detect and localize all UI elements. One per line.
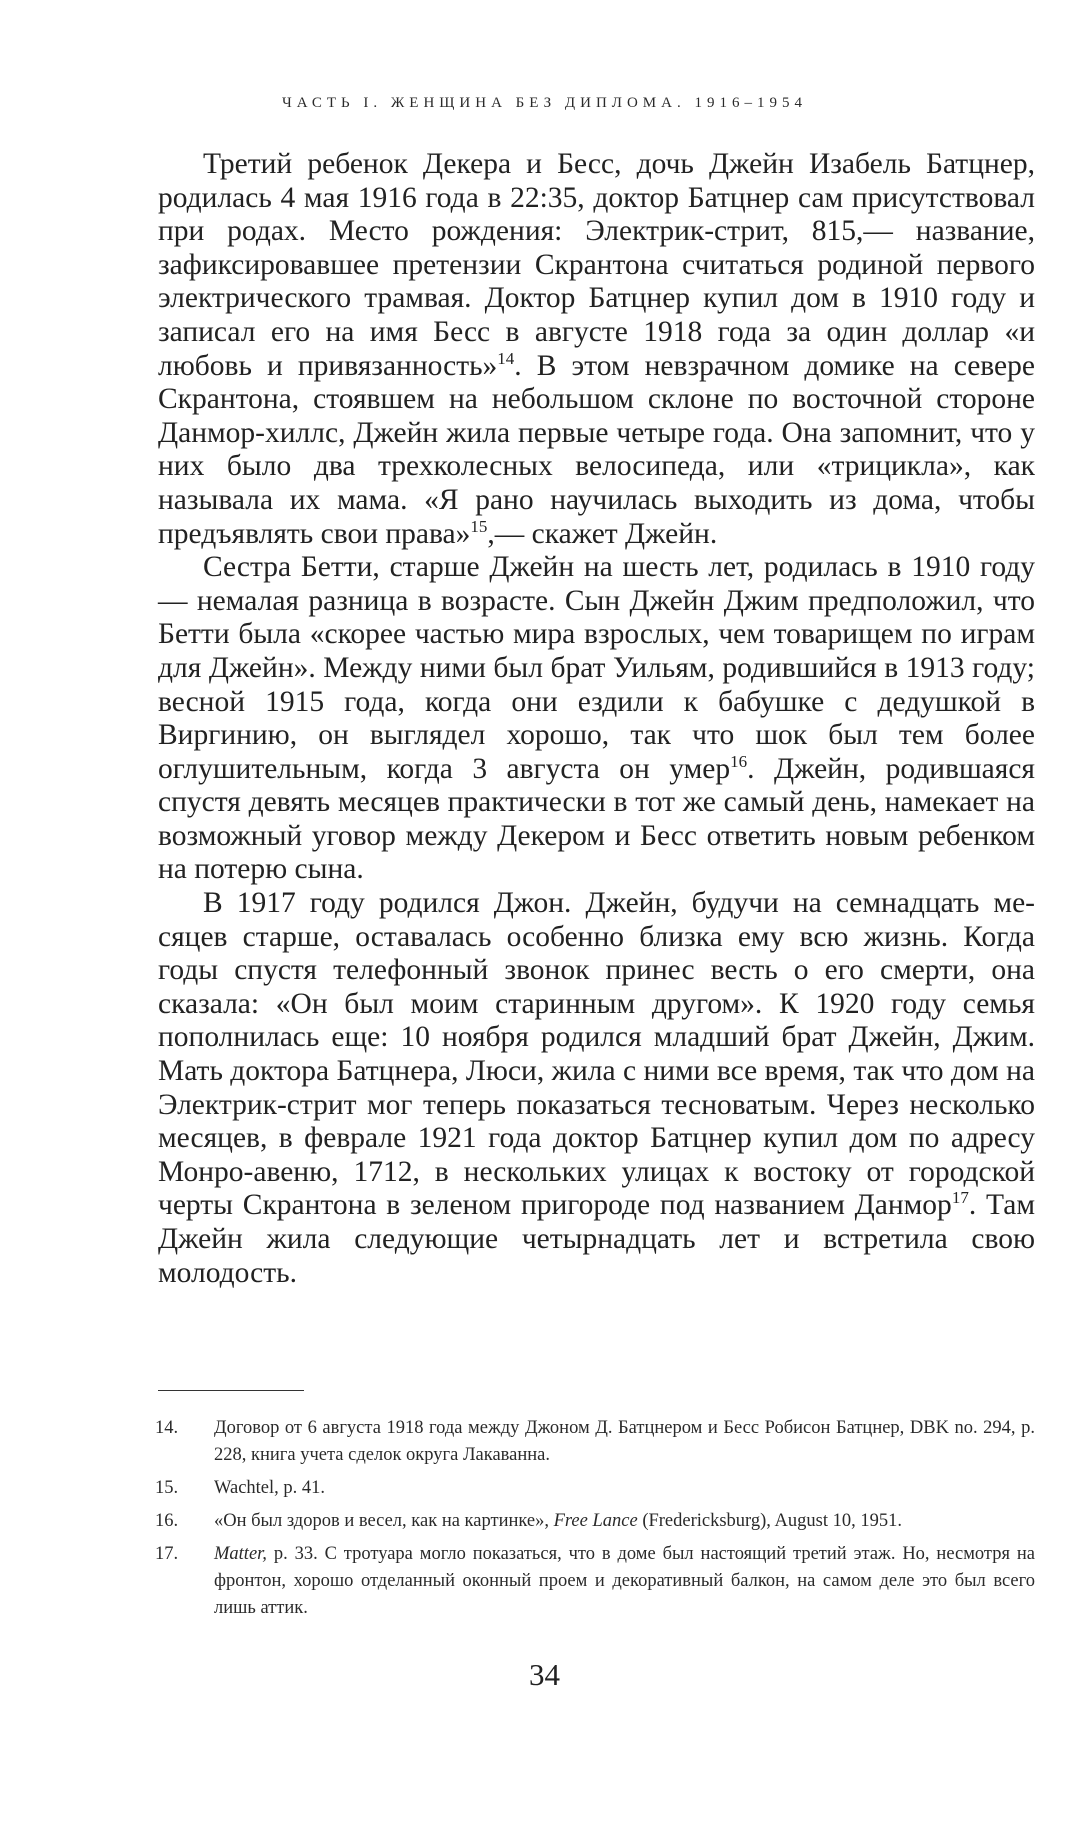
footnote-text-post: (Fredericksburg), August 10, 1951. [637,1511,902,1531]
paragraph-1-text-a: Третий ребенок Декера и Бесс, дочь Джейн Изабель Батцнер, родилась 4 мая 1916 года в 22:35, доктор Батцнер сам присутствовал при родах. Место рождения: Электрик-стрит, 815,— название, зафиксировавшее претензии Скрантона считаться родиной первого электрического трамвая. Доктор Батцнер купил дом в 1910 году и записал его на имя Бесс в августе 1918 года за один доллар «и любовь и привязанность» [158,148,1035,382]
footnote-text-post: p. 33. С тротуара могло показаться, что в доме был настоящий третий этаж. Но, несмотря на фронтон, хорошо отделанный оконный проем и декоративный балкон, на самом деле это был всего лишь аттик. [214,1544,1035,1618]
paragraph-1-text-b: . В этом невзрачном домике на севере Скрантона, стоявшем на небольшом склоне по восточной стороне Данмор-хиллс, Джейн жила первые четыре года. Она запомнит, что у них было два трехколесных велосипеда, или «трицикла», как называла их мама. «Я рано научилась выходить из дома, чтобы предъявлять свои права» [158,349,1035,550]
paragraph-2-text-b: . Джейн, родившаяся спустя девять месяцев практически в тот же самый день, намекает на возможный уговор между Декером и Бесс ответить новым ребенком на потерю сына. [158,752,1035,886]
footnote-text: Договор от 6 августа 1918 года между Джоном Д. Батцнером и Бесс Робисон Батцнер, DBK no. 294, p. 228, книга учета сделок округа Лакаванна. [214,1418,1035,1465]
footnote-15 [155,1475,1035,1502]
footnote-source-title: Free Lance [553,1511,638,1531]
footnote-number: 17. [155,1544,179,1564]
footnote-separator [158,1390,304,1391]
running-head: ЧАСТЬ I. ЖЕНЩИНА БЕЗ ДИПЛОМА. 1916–1954 [282,95,807,111]
footnote-ref-14[interactable]: 14 [497,348,515,368]
footnote-17 [155,1541,1035,1622]
paragraph-3-text-b: . Там Джейн жила следующие четырнадцать лет и встретила свою молодость. [158,1189,1035,1289]
footnote-number: 15. [155,1478,179,1498]
page-number: 34 [529,1657,560,1692]
paragraph-1 [158,148,1035,551]
footnote-number: 16. [155,1511,179,1531]
footnote-ref-17[interactable]: 17 [951,1188,969,1208]
paragraph-3-text-a: В 1917 году родился Джон. Джейн, будучи на семнадцать месяцев старше, оставалась особенно близка ему всю жизнь. Когда годы спустя телефонный звонок принес весть о его смерти, она сказала: «Он был моим старинным другом». К 1920 году семья пополнилась еще: 10 ноября родился младший брат Джейн, Джим. Мать доктора Батцнера, Люси, жила с ними все время, так что дом на Электрик-стрит мог теперь показаться тесноватым. Через несколько месяцев, в феврале 1921 года доктор Батцнер купил дом по адресу Монро-авеню, 1712, в нескольких улицах к востоку от городской черты Скрантона в зеленом пригороде под названием Данмор [158,887,1035,1222]
footnote-number: 14. [155,1418,179,1438]
paragraph-2 [158,551,1035,887]
footnotes [155,1415,1035,1628]
footnote-ref-15[interactable]: 15 [470,516,488,536]
footnote-16 [155,1508,1035,1535]
paragraph-1-text-c: ,— скажет Джейн. [487,517,718,550]
footnote-ref-16[interactable]: 16 [730,751,748,771]
paragraph-3 [158,887,1035,1290]
paragraph-2-text-a: Сестра Бетти, старше Джейн на шесть лет, родилась в 1910 году — немалая разница в возрасте. Сын Джейн Джим предположил, что Бетти была «скорее частью мира взрослых, чем товарищем по играм для Джейн». Между ними был брат Уильям, родившийся в 1913 году; весной 1915 года, когда они ездили к бабушке с дедушкой в Виргинию, он выглядел хорошо, так что шок был тем более оглушительным, когда 3 августа он умер [158,551,1035,785]
footnote-14 [155,1415,1035,1469]
main-text [158,148,1035,1290]
footnote-text-pre: «Он был здоров и весел, как на картинке», [214,1511,554,1531]
footnote-source-title: Matter, [214,1544,267,1564]
footnote-text: Wachtel, p. 41. [214,1478,326,1498]
